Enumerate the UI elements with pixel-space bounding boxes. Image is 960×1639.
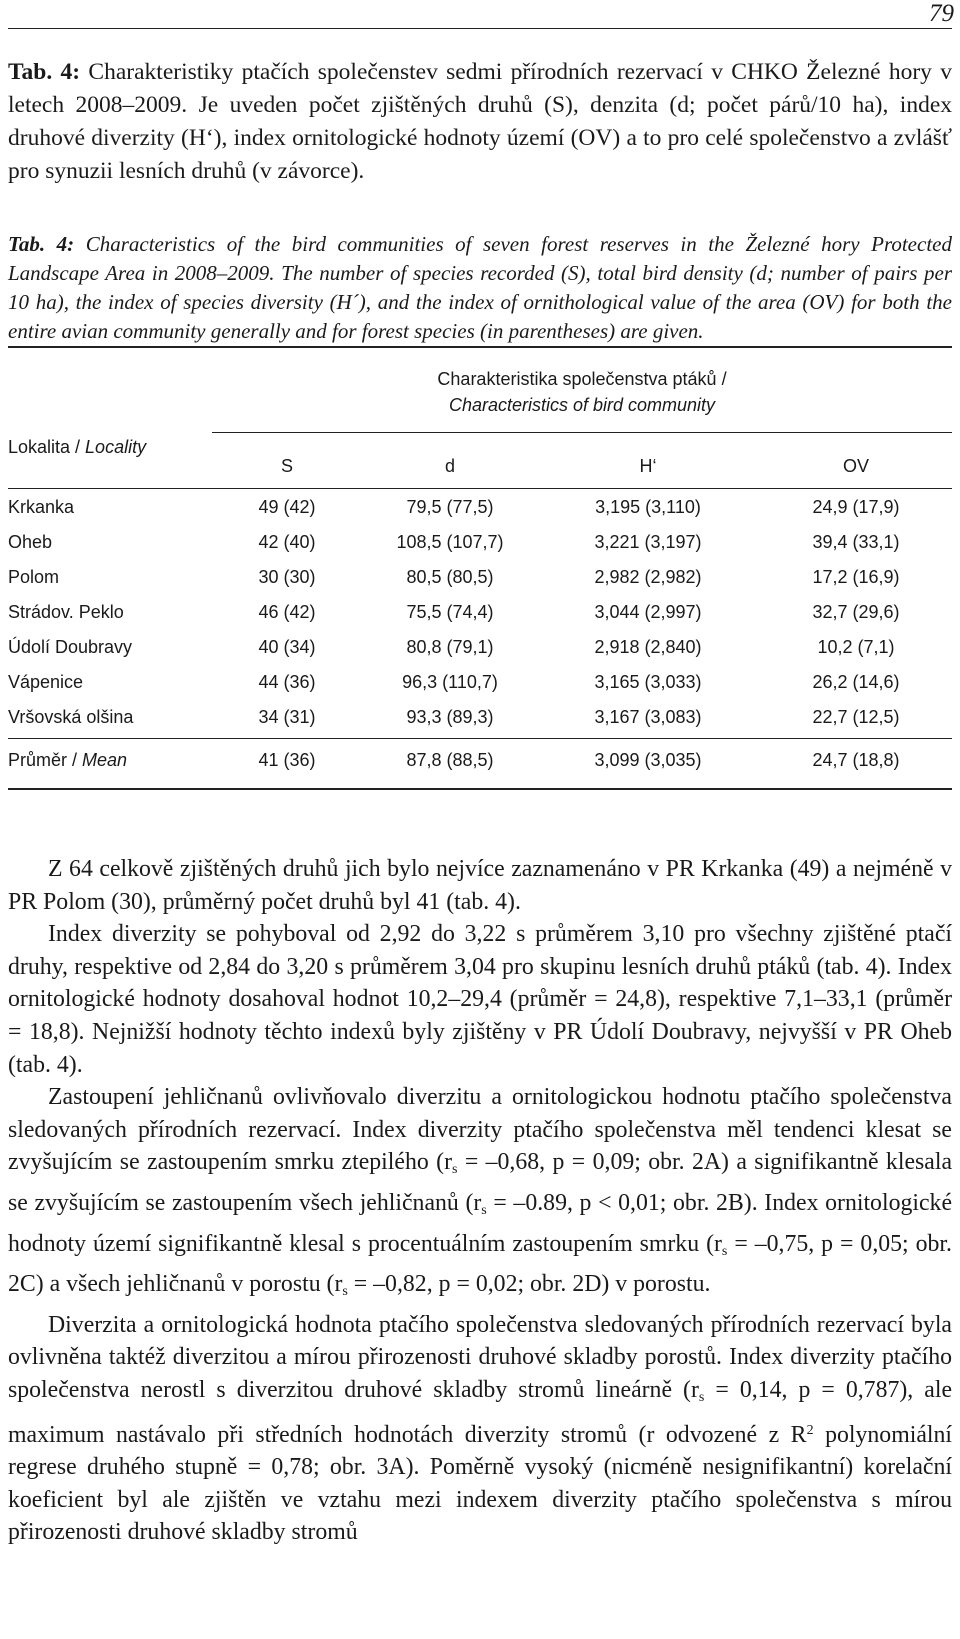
locality-header: Lokalita / Locality (8, 437, 147, 457)
table-caption-czech (8, 56, 952, 188)
header-sub-rule (212, 432, 952, 433)
paragraph: Diverzita a ornitologická hodnota ptačího společenstva sledovaných přírodních rezervací byla ovlivněna taktéž diverzitou a mírou přirozenosti druhové skladby porostů. Index diverzity ptačího společenstva nerostl s diverzitou druhové skladby stromů lineárně ($r_s = 0,14$, p = 0,787), ale maximum nastávalo při středních hodnotách diverzity stromů (r odvozené z $R^2$ polynomiální regrese druhého stupně = 0,78; obr. 3A). Poměrně vysoký (nicméně nesignifikantní) korelační koeficient byl ale zjištěn ve vztahu mezi indexem diverzity ptačího společenstva s mírou přirozenosti druhové skladby stromů (8, 1311, 953, 1546)
table-caption-english (8, 230, 952, 346)
body-text (8, 853, 952, 1549)
column-header-ov: OV (842, 456, 869, 476)
caption-label: Tab. 4: (8, 232, 75, 256)
header-bottom-rule (8, 488, 952, 489)
mean-separator-rule (8, 738, 952, 739)
paragraph: Z 64 celkově zjištěných druhů jich bylo nejvíce zaznamenáno v PR Krkanka (49) a nejméně v PR Polom (30), průměrný počet druhů byl 41 (tab. 4). (8, 856, 952, 915)
characteristics-header: Charakteristika společenstva ptáků / Characteristics of bird community (437, 369, 727, 415)
header-rule (8, 28, 952, 29)
page-number: 79 (929, 0, 954, 27)
column-header-h: H‘ (639, 456, 657, 476)
table-bottom-rule (8, 788, 952, 790)
paragraph: Zastoupení jehličnanů ovlivňovalo diverzitu a ornitologickou hodnotu ptačího společenstva sledovaných přírodních rezervací. Index diverzity ptačího společenstva měl tendenci klesat se zvyšujícím se zastoupením smrku ztepilého ($r_s = -0,68$, p = 0,09; obr. 2A) a signifikantně klesala se zvyšujícím se zastoupením všech jehličnanů ($r_s = -0.89$, p < 0,01; obr. 2B). Index ornitologické hodnoty území signifikantně klesal s procentuálním zastoupením smrku ($r_s = -0,75$, p = 0,05; obr. 2C) a všech jehličnanů v porostu ($r_s = -0,82$, p = 0,02; obr. 2D) v porostu. (8, 1084, 953, 1300)
column-header-s: S (280, 456, 293, 476)
table-top-rule (8, 346, 952, 348)
document-page: 79 Tab. 4: Charakteristiky ptačích společenstev sedmi přírodních rezervací v CHKO Železné hory v letech 2008–2009. Je uveden počet zjištěných druhů (S), denzita (d; počet párů/10 ha), index druhové diverzity (H‘), index ornitologické hodnoty území (OV) a to pro celé společenstvo a zvlášť pro synuzii lesních druhů (v závorce). Tab. 4: Characteristics of the bird communities of seven forest reserves in the Železné hory Protected Landscape Area in 2008–2009. The number of species recorded (S), total bird density (d; number of pairs per 10 ha), the index of species diversity (H´), and the index of ornithological value of the area (OV) for both the entire avian community generally and for forest species (in parentheses) are given. Lokalita / Locality Charakteristika společenstva ptáků / Characteristics of bird community S d H‘ OV Krkanka 49 (42) 79,5 (77,5) 3,195 (3,110) 24,9 (17,9) Oheb 42 (40) 108,5 (107,7) 3,221 (3,197) 39,4 (33,1) Polom 30 (30) 80,5 (80,5) 2,982 (2,982) 17,2 (16,9) Strádov. Peklo 46 (42) 75,5 (74,4) 3,044 (2,997) 32,7 (29,6) Údolí Doubravy 40 (34) 80,8 (79,1) 2,918 (2,840) 10,2 (7,1) Vápenice 44 (36) 96,3 (110,7) 3,165 (3,033) 26,2 (14,6) Vršovská olšina 34 (31) 93,3 (89,3) 3,167 (3,083) 22,7 (12,5) Průměr / Mean 41 (36) 87,8 (88,5) 3,099 (3,035) 24,7 (18,8) Z 64 celkově zjištěných druhů jich bylo nejvíce zaznamenáno v PR Krkanka (49) a nejméně v PR Polom (30), průměrný počet druhů byl 41 (tab. 4). Index diverzity se pohyboval od 2,92 do 3,22 s průměrem 3,10 pro všechny zjištěné ptačí druhy, respektive od 2,84 do 3,20 s průměrem 3,04 pro skupinu lesních druhů ptáků (tab. 4). Index ornitologické hodnoty dosahoval hodnot 10,2–29,4 (průměr = 24,8), respektive 7,1–33,1 (průměr = 18,8). Nejnižší hodnoty těchto indexů byly zjištěny v PR Údolí Doubravy, nejvyšší v PR Oheb (tab. 4). Zastoupení jehličnanů ovlivňovalo diverzitu a ornitologickou hodnotu ptačího společenstva sledovaných přírodních rezervací. Index diverzity ptačího společenstva měl tendenci klesat se zvyšujícím se zastoupením smrku ztepilého ($r_s = -0,68$, p = 0,09; obr. 2A) a signifikantně klesala se zvyšujícím se zastoupením všech jehličnanů ($r_s = -0.89$, p < 0,01; obr. 2B). Index ornitologické hodnoty území signifikantně klesal s procentuálním zastoupením smrku ($r_s = -0,75$, p = 0,05; obr. 2C) a všech jehličnanů v porostu ($r_s = -0,82$, p = 0,02; obr. 2D) v porostu. Diverzita a ornitologická hodnota ptačího společenstva sledovaných přírodních rezervací byla ovlivněna taktéž diverzitou a mírou přirozenosti druhové skladby porostů. Index diverzity ptačího společenstva nerostl s diverzitou druhové skladby stromů lineárně ($r_s = 0,14$, p = 0,787), ale maximum nastávalo při středních hodnotách diverzity stromů (r odvozené z $R^2$ polynomiální regrese druhého stupně = 0,78; obr. 3A). Poměrně vysoký (nicméně nesignifikantní) korelační koeficient byl ale zjištěn ve vztahu mezi indexem diverzity ptačího společenstva s mírou přirozenosti druhové skladby stromů (0, 0, 960, 1639)
caption-label: Tab. 4: (8, 59, 81, 85)
column-header-d: d (444, 456, 455, 476)
caption-text: Charakteristiky ptačích společenstev sedmi přírodních rezervací v CHKO Železné hory v letech 2008–2009. Je uveden počet zjištěných druhů (S), denzita (d; počet párů/10 ha), index druhové diverzity (H‘), index ornitologické hodnoty území (OV) a to pro celé společenstvo a zvlášť pro synuzii lesních druhů (v závorce). (8, 59, 952, 184)
paragraph: Index diverzity se pohyboval od 2,92 do 3,22 s průměrem 3,10 pro všechny zjištěné ptačí druhy, respektive od 2,84 do 3,20 s průměrem 3,04 pro skupinu lesních druhů ptáků (tab. 4). Index ornitologické hodnoty dosahoval hodnot 10,2–29,4 (průměr = 24,8), respektive 7,1–33,1 (průměr = 18,8). Nejnižší hodnoty těchto indexů byly zjištěny v PR Údolí Doubravy, nejvyšší v PR Oheb (tab. 4). (8, 921, 952, 1078)
caption-text: Characteristics of the bird communities of seven forest reserves in the Železné hory Protected Landscape Area in 2008–2009. The number of species recorded (S), total bird density (d; number of pairs per 10 ha), the index of species diversity (H´), and the index of ornithological value of the area (OV) for both the entire avian community generally and for forest species (in parentheses) are given. (8, 232, 952, 343)
